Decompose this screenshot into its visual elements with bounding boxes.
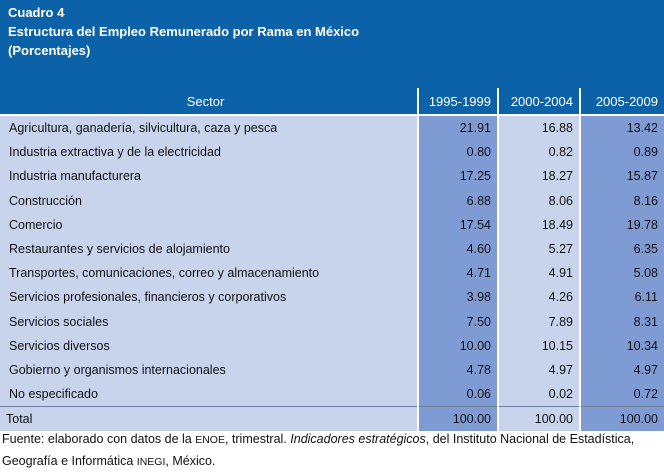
sector-name: No especificado	[0, 382, 418, 407]
table-row	[0, 115, 664, 140]
column-header-sector: Sector	[0, 88, 418, 115]
value-2000-2004: 0.02	[498, 382, 580, 407]
value-2000-2004: 4.97	[498, 358, 580, 382]
table-row	[0, 358, 664, 382]
table-row	[0, 140, 664, 164]
column-header-1995-1999: 1995-1999	[418, 88, 498, 115]
value-2000-2004: 4.26	[498, 285, 580, 309]
source-text-4: , México.	[165, 454, 216, 468]
sector-name: Servicios diversos	[0, 334, 418, 358]
table-row	[0, 164, 664, 188]
table-row	[0, 237, 664, 261]
value-2000-2004: 0.82	[498, 140, 580, 164]
source-inegi: INEGI	[136, 456, 166, 468]
value-1995-1999: 3.98	[418, 285, 498, 309]
total-2005-2009: 100.00	[580, 407, 664, 432]
value-2005-2009: 13.42	[580, 115, 664, 140]
sector-name: Gobierno y organismos internacionales	[0, 358, 418, 382]
total-label: Total	[0, 407, 418, 432]
source-note	[2, 429, 662, 473]
value-2000-2004: 5.27	[498, 237, 580, 261]
value-2005-2009: 15.87	[580, 164, 664, 188]
value-2000-2004: 18.27	[498, 164, 580, 188]
table-row	[0, 334, 664, 358]
table-subtitle: (Porcentajes)	[8, 43, 91, 58]
employment-table	[0, 88, 664, 431]
value-2005-2009: 8.31	[580, 310, 664, 334]
sector-name: Servicios profesionales, financieros y corporativos	[0, 285, 418, 309]
table-row	[0, 213, 664, 237]
sector-name: Restaurantes y servicios de alojamiento	[0, 237, 418, 261]
source-enoe: ENOE	[195, 434, 225, 446]
value-1995-1999: 21.91	[418, 115, 498, 140]
sector-name: Transportes, comunicaciones, correo y almacenamiento	[0, 261, 418, 285]
value-2005-2009: 0.89	[580, 140, 664, 164]
value-1995-1999: 4.71	[418, 261, 498, 285]
sector-name: Agricultura, ganadería, silvicultura, caza y pesca	[0, 115, 418, 140]
table-row	[0, 189, 664, 213]
table-row	[0, 310, 664, 334]
value-2000-2004: 7.89	[498, 310, 580, 334]
value-1995-1999: 4.60	[418, 237, 498, 261]
value-2000-2004: 16.88	[498, 115, 580, 140]
value-2005-2009: 19.78	[580, 213, 664, 237]
value-2005-2009: 0.72	[580, 382, 664, 407]
value-1995-1999: 6.88	[418, 189, 498, 213]
sector-name: Construcción	[0, 189, 418, 213]
value-2000-2004: 10.15	[498, 334, 580, 358]
total-row	[0, 407, 664, 432]
value-1995-1999: 0.80	[418, 140, 498, 164]
source-text-1: Fuente: elaborado con datos de la	[2, 432, 196, 446]
value-2000-2004: 18.49	[498, 213, 580, 237]
value-2005-2009: 10.34	[580, 334, 664, 358]
table-row	[0, 285, 664, 309]
sector-name: Comercio	[0, 213, 418, 237]
source-text-2: , trimestral.	[224, 432, 291, 446]
value-2005-2009: 6.11	[580, 285, 664, 309]
total-2000-2004: 100.00	[498, 407, 580, 432]
source-italic-title: Indicadores estratégicos	[290, 432, 426, 446]
column-header-2000-2004: 2000-2004	[498, 88, 580, 115]
value-1995-1999: 7.50	[418, 310, 498, 334]
value-2005-2009: 5.08	[580, 261, 664, 285]
value-2005-2009: 4.97	[580, 358, 664, 382]
total-1995-1999: 100.00	[418, 407, 498, 432]
value-1995-1999: 17.54	[418, 213, 498, 237]
column-header-2005-2009: 2005-2009	[580, 88, 664, 115]
header-row	[0, 88, 664, 115]
table-title: Estructura del Empleo Remunerado por Rama en México	[8, 24, 360, 39]
value-1995-1999: 0.06	[418, 382, 498, 407]
source-text-3: , del Instituto Nacional de Estadística, Geografía e Informática	[2, 432, 635, 468]
table-row	[0, 382, 664, 407]
sector-name: Industria extractiva y de la electricidad	[0, 140, 418, 164]
value-2000-2004: 4.91	[498, 261, 580, 285]
sector-name: Servicios sociales	[0, 310, 418, 334]
value-2000-2004: 8.06	[498, 189, 580, 213]
table-row	[0, 261, 664, 285]
value-2005-2009: 6.35	[580, 237, 664, 261]
value-2005-2009: 8.16	[580, 189, 664, 213]
value-1995-1999: 10.00	[418, 334, 498, 358]
table-caption-banner	[0, 0, 664, 88]
value-1995-1999: 17.25	[418, 164, 498, 188]
cuadro-label: Cuadro 4	[8, 5, 65, 20]
sector-name: Industria manufacturera	[0, 164, 418, 188]
value-1995-1999: 4.78	[418, 358, 498, 382]
